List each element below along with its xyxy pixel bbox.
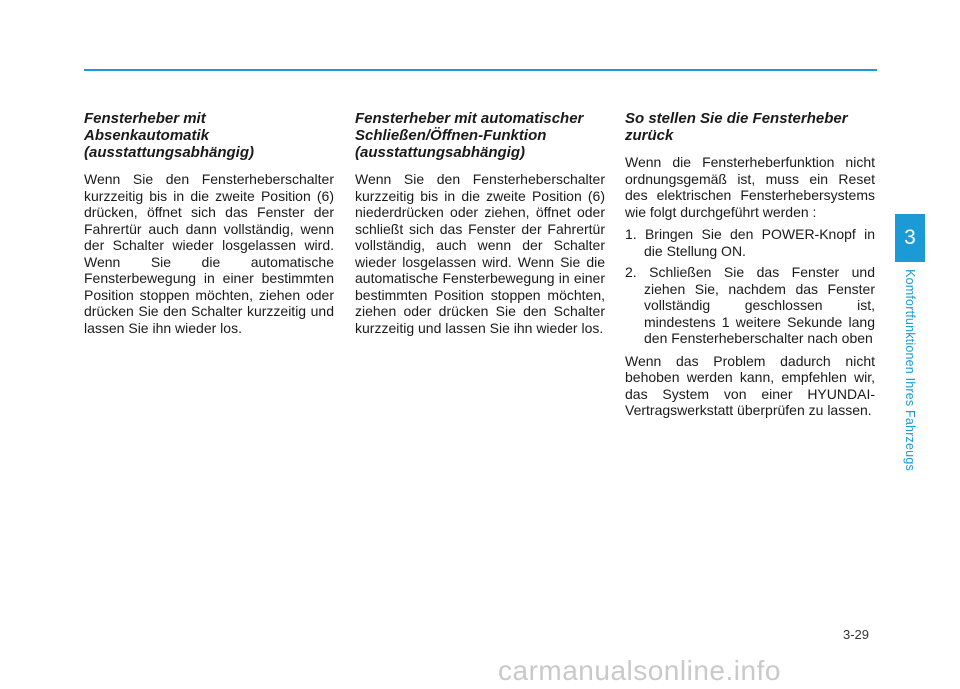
column-right: [625, 110, 875, 425]
watermark: carmanualsonline.info: [498, 655, 781, 686]
column-left: [84, 110, 334, 342]
chapter-tab: 3: [895, 214, 925, 262]
reset-intro: Wenn die Fensterheberfunktion nicht ordnungsgemäß ist, muss ein Reset des elektrischen Fensterhebersystems wie folgt durchgeführt werden :: [625, 154, 875, 220]
section-paragraph-auto-up-down: Wenn Sie den Fensterheberschalter kurzzeitig bis in die zweite Position (6) niederdrücken oder ziehen, öffnet oder schließt sich das Fenster der Fahrertür vollständig, auch wenn der Schalter wieder losgelassen wird. Wenn Sie die automatische Fensterbewegung in einer bestimmten Position stoppen möchten, ziehen oder drücken Sie den Schalter kurzzeitig und lassen Sie ihn wieder los.: [355, 171, 605, 336]
section-heading-auto-down: Fensterheber mit Absenkautomatik (ausstattungsabhängig): [84, 110, 255, 161]
section-paragraph-auto-down: Wenn Sie den Fensterheberschalter kurzzeitig bis in die zweite Position (6) drücken, öffnet sich das Fenster der Fahrertür auch dann vollständig, wenn der Schalter wieder losgelassen wird. Wenn Sie die automatische Fensterbewegung in einer bestimmten Position stoppen möchten, ziehen oder drücken Sie den Schalter kurzzeitig und lassen Sie ihn wieder los.: [84, 171, 334, 336]
column-middle: [355, 110, 605, 342]
reset-step: 1. Bringen Sie den POWER-Knopf in die Stellung ON.: [625, 226, 875, 259]
chapter-title-vertical: Komfortfunktionen Ihres Fahrzeugs: [903, 269, 917, 471]
header-rule: [84, 69, 877, 71]
reset-outro: Wenn das Problem dadurch nicht behoben werden kann, empfehlen wir, das System von einer HYUNDAI-Vertragswerkstatt überprüfen zu lassen.: [625, 352, 875, 418]
section-heading-reset: So stellen Sie die Fensterheber zurück: [625, 110, 848, 144]
section-heading-auto-up-down: Fensterheber mit automatischer Schließen/Öffnen-Funktion (ausstattungsabhängig): [355, 110, 584, 161]
reset-step: 2. Schließen Sie das Fenster und ziehen Sie, nachdem das Fenster vollständig geschlossen ist, mindestens 1 weitere Sekunde lang den Fensterheberschalter nach oben: [625, 264, 875, 346]
page-number: 3-29: [843, 627, 870, 642]
reset-steps: [625, 226, 875, 347]
